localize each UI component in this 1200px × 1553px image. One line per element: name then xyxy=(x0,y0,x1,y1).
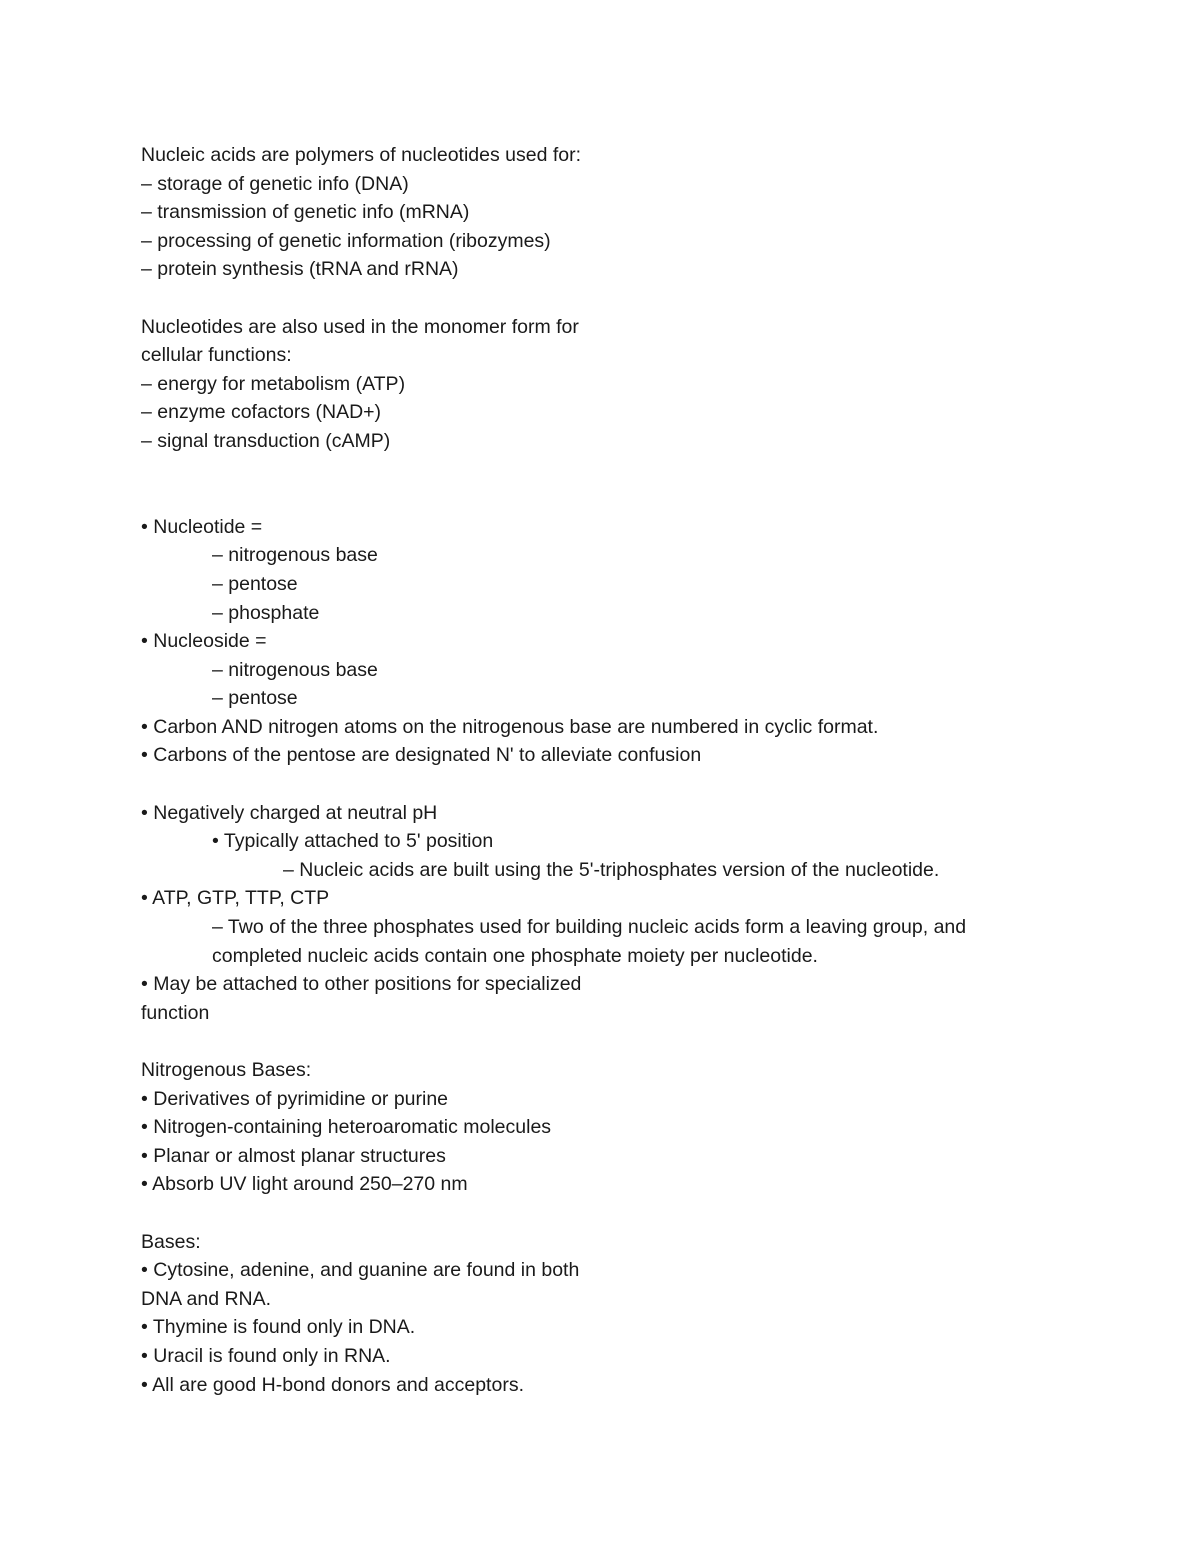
nucleotide-definition: • Nucleotide = xyxy=(141,515,263,538)
spacer xyxy=(141,1199,1101,1228)
other-positions-note-line-2: function xyxy=(141,1001,210,1024)
carbon-numbering-note: • Carbon AND nitrogen atoms on the nitrogenous base are numbered in cyclic format. xyxy=(141,715,879,738)
list-item: – storage of genetic info (DNA) xyxy=(141,172,409,195)
list-item: – enzyme cofactors (NAD+) xyxy=(141,401,382,424)
list-item: • Derivatives of pyrimidine or purine xyxy=(141,1087,449,1110)
bases-heading: Bases: xyxy=(141,1230,201,1253)
spacer xyxy=(141,484,1101,513)
list-item: – nitrogenous base xyxy=(212,658,378,681)
list-item: – pentose xyxy=(212,572,298,595)
list-item: • Planar or almost planar structures xyxy=(141,1144,446,1167)
list-item: • Absorb UV light around 250–270 nm xyxy=(141,1173,468,1196)
list-item: – nitrogenous base xyxy=(212,544,378,567)
nucleoside-definition: • Nucleoside = xyxy=(141,630,267,653)
hbond-note: • All are good H-bond donors and acceptors. xyxy=(141,1373,524,1396)
uracil-note: • Uracil is found only in RNA. xyxy=(141,1344,391,1367)
list-item: – pentose xyxy=(212,687,298,710)
spacer xyxy=(141,456,1101,485)
other-positions-note-line-1: • May be attached to other positions for specialized xyxy=(141,973,582,996)
attachment-note: • Typically attached to 5' position xyxy=(212,830,494,853)
triphosphates-list: • ATP, GTP, TTP, CTP xyxy=(141,887,330,910)
document-body xyxy=(141,141,1101,1399)
spacer xyxy=(141,770,1101,799)
nucleic-acids-intro: Nucleic acids are polymers of nucleotides used for: xyxy=(141,144,582,166)
spacer xyxy=(141,284,1101,313)
leaving-group-note-line-2: completed nucleic acids contain one phosphate moiety per nucleotide. xyxy=(212,944,818,967)
nucleotides-intro-line-1: Nucleotides are also used in the monomer form for xyxy=(141,315,579,338)
charge-note: • Negatively charged at neutral pH xyxy=(141,801,438,824)
nitrogenous-bases-heading: Nitrogenous Bases: xyxy=(141,1059,312,1081)
spacer xyxy=(141,1027,1101,1056)
both-bases-note-line-1: • Cytosine, adenine, and guanine are found in both xyxy=(141,1259,580,1282)
list-item: – phosphate xyxy=(212,601,320,624)
both-bases-note-line-2: DNA and RNA. xyxy=(141,1287,272,1310)
list-item: – processing of genetic information (ribozymes) xyxy=(141,229,551,252)
list-item: • Nitrogen-containing heteroaromatic molecules xyxy=(141,1116,552,1139)
thymine-note: • Thymine is found only in DNA. xyxy=(141,1316,416,1339)
leaving-group-note-line-1: – Two of the three phosphates used for building nucleic acids form a leaving group, and xyxy=(212,916,967,939)
list-item: – transmission of genetic info (mRNA) xyxy=(141,201,470,224)
list-item: – protein synthesis (tRNA and rRNA) xyxy=(141,258,459,281)
nucleotides-intro-line-2: cellular functions: xyxy=(141,344,292,367)
list-item: – signal transduction (cAMP) xyxy=(141,429,391,452)
pentose-designation-note: • Carbons of the pentose are designated N' to alleviate confusion xyxy=(141,744,702,767)
triphosphate-note: – Nucleic acids are built using the 5'-triphosphates version of the nucleotide. xyxy=(283,858,940,881)
list-item: – energy for metabolism (ATP) xyxy=(141,372,406,395)
